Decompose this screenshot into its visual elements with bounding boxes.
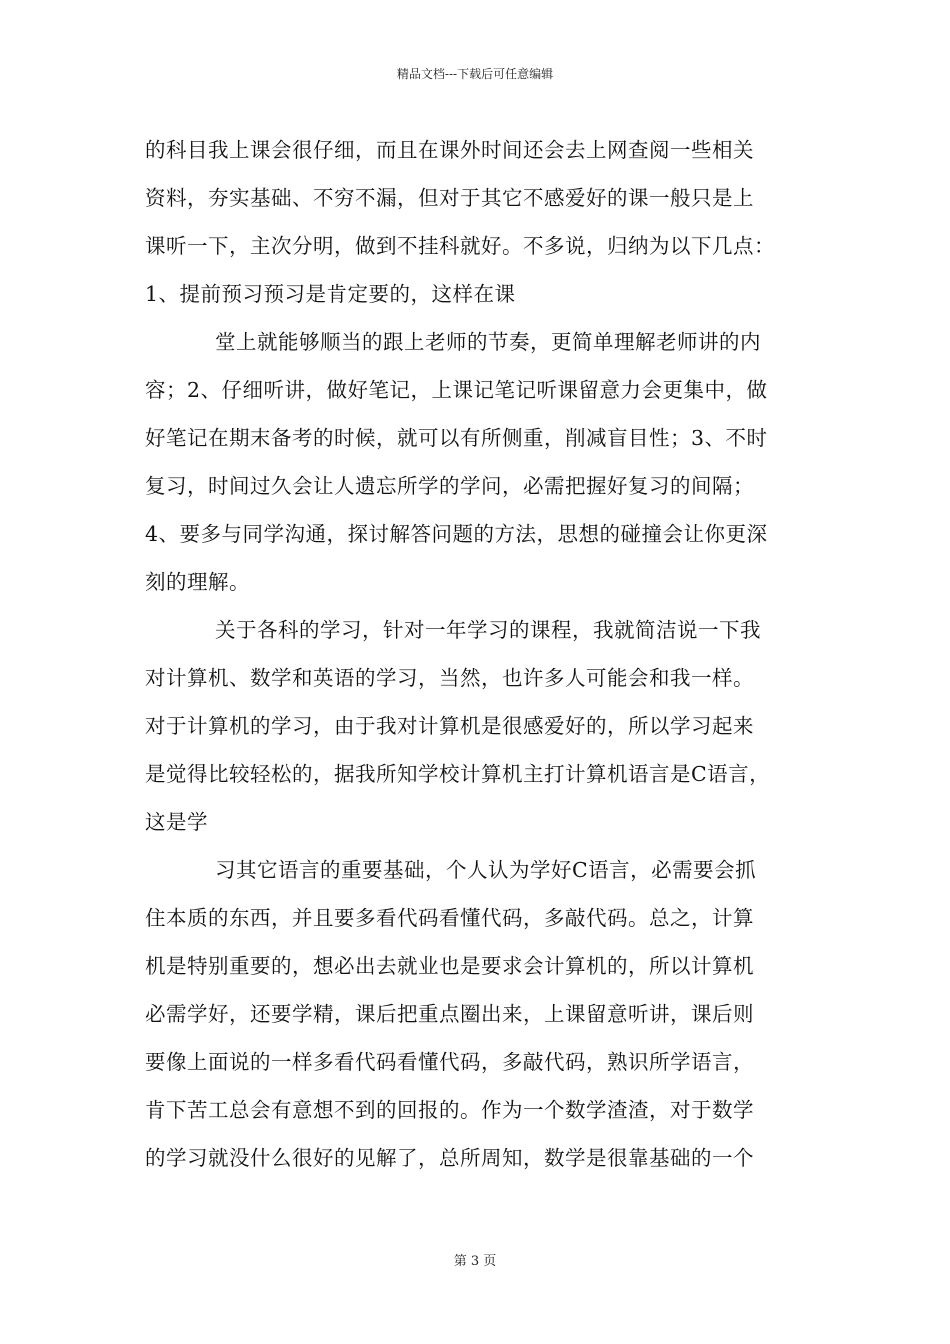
text-line: 刻的理解。 bbox=[145, 570, 250, 594]
text-line: 的学习就没什么很好的见解了，总所周知，数学是很靠基础的一个 bbox=[145, 1146, 754, 1170]
document-body bbox=[145, 126, 825, 1182]
text-line: 关于各科的学习，针对一年学习的课程，我就简洁说一下我 bbox=[215, 618, 761, 642]
text-line: 好笔记在期末备考的时候，就可以有所侧重，削减盲目性；3、不时 bbox=[145, 426, 768, 450]
text-line: 机是特别重要的，想必出去就业也是要求会计算机的，所以计算机 bbox=[145, 954, 754, 978]
text-line: 容；2、仔细听讲，做好笔记，上课记笔记听课留意力会更集中，做 bbox=[145, 378, 768, 402]
text-line: 复习，时间过久会让人遗忘所学的学问，必需把握好复习的间隔； bbox=[145, 474, 754, 498]
text-line: 要像上面说的一样多看代码看懂代码，多敲代码，熟识所学语言， bbox=[145, 1050, 754, 1074]
text-line: 的科目我上课会很仔细，而且在课外时间还会去上网查阅一些相关 bbox=[145, 138, 754, 162]
text-line: 资料，夯实基础、不穷不漏，但对于其它不感爱好的课一般只是上 bbox=[145, 186, 754, 210]
text-line: 对计算机、数学和英语的学习，当然，也许多人可能会和我一样。 bbox=[145, 666, 754, 690]
text-line: 这是学 bbox=[145, 810, 208, 834]
text-line: 堂上就能够顺当的跟上老师的节奏，更简单理解老师讲的内 bbox=[215, 330, 761, 354]
text-line: 对于计算机的学习，由于我对计算机是很感爱好的，所以学习起来 bbox=[145, 714, 754, 738]
text-line: 肯下苦工总会有意想不到的回报的。作为一个数学渣渣，对于数学 bbox=[145, 1098, 754, 1122]
text-line: 习其它语言的重要基础，个人认为学好C语言，必需要会抓 bbox=[215, 858, 757, 882]
page-number: 第 3 页 bbox=[453, 1254, 497, 1269]
page-header: 精品文档---下载后可任意编辑 bbox=[396, 67, 554, 81]
text-line: 必需学好，还要学精，课后把重点圈出来，上课留意听讲，课后则 bbox=[145, 1002, 754, 1026]
text-line: 4、要多与同学沟通，探讨解答问题的方法，思想的碰撞会让你更深 bbox=[145, 522, 768, 546]
text-line: 1、提前预习预习是肯定要的，这样在课 bbox=[145, 282, 516, 306]
text-line: 住本质的东西，并且要多看代码看懂代码，多敲代码。总之，计算 bbox=[145, 906, 754, 930]
text-line: 是觉得比较轻松的，据我所知学校计算机主打计算机语言是C语言， bbox=[145, 762, 771, 786]
text-line: 课听一下，主次分明，做到不挂科就好。不多说，归纳为以下几点： bbox=[145, 234, 775, 258]
